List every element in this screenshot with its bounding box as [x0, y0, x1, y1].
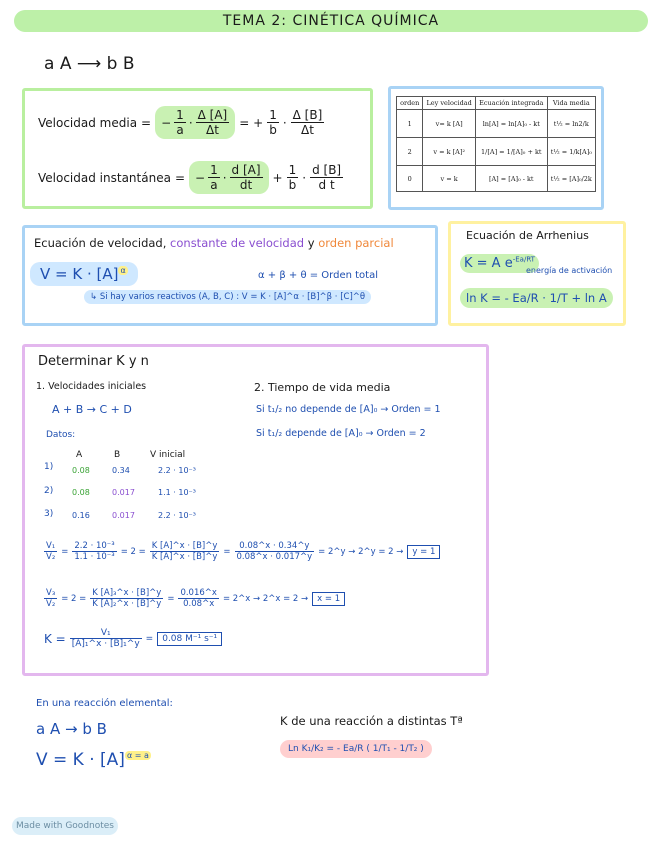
datos-header-v: V inicial [150, 450, 186, 460]
datos-label: Datos: [46, 430, 76, 440]
table-cell: [A] = [A]₀ - kt [475, 166, 547, 192]
varios-reactivos: ↳ Si hay varios reactivos (A, B, C) : V = K · [A]^α · [B]^β · [C]^θ [84, 292, 371, 302]
table-cell: v= k [A] [423, 110, 476, 138]
table-row [397, 110, 596, 138]
elemental-formula: V = K · [A] $^{\alpha = a}$ [36, 750, 149, 770]
table-cell: v = k [A]² [423, 138, 476, 166]
arrhenius-ln: ln K = - Ea/R · 1/T + ln A [460, 291, 613, 305]
datos-row-n: 2) [44, 486, 54, 496]
ecuacion-title [34, 236, 394, 250]
goodnotes-badge: Made with Goodnotes [12, 817, 118, 835]
table-header-row [397, 97, 596, 110]
temp-formula: Ln K₁/K₂ = - Ea/R ( 1/T₁ - 1/T₂ ) [280, 744, 432, 754]
ecuacion-title-d: orden parcial [318, 236, 394, 250]
table-cell: ln[A] = ln[A]₀ - kt [475, 110, 547, 138]
arrhenius-k: K = A $e^{-Ea/RT}$ [460, 256, 539, 271]
datos-row-n: 1) [44, 462, 54, 472]
reaccion-abcd: A + B → C + D [52, 403, 132, 416]
equation-2: $\frac{\text{V₃}}{\text{V₂}}$ = 2 = $\frac{\text{K [A]₃\textasciicircum{}x · [B]\textasciicircum{}y}}{\text{K [A]₂\textasciicircum{}x · [B]\textasciicircum{}y}}$ = $\frac{0.016\^{}x}{0.08\^{}x}$ = 2^x → 2^x = 2 → x = 1 [44, 588, 345, 609]
reaction-header: a A ⟶ b B [44, 54, 135, 74]
datos-row-b: 0.34 [112, 466, 130, 475]
temp-title: K de una reacción a distintas Tª [280, 714, 463, 728]
table-row [397, 138, 596, 166]
datos-row-v: 2.2 · 10⁻³ [158, 466, 196, 475]
ecuacion-title-a: Ecuación de velocidad, [34, 236, 167, 250]
ecuacion-title-b: constante de velocidad [170, 236, 305, 250]
sec1-title: 1. Velocidades iniciales [36, 381, 147, 392]
orden-total: α + β + θ = Orden total [258, 270, 378, 281]
elemental-reaction: a A → b B [36, 720, 107, 738]
table-header: Vida media [547, 97, 595, 110]
table-row [397, 166, 596, 192]
table-header: orden [397, 97, 423, 110]
vida-media-2: Si t₁/₂ depende de [A]₀ → Orden = 2 [256, 428, 426, 439]
datos-row-v: 1.1 · 10⁻³ [158, 488, 196, 497]
table-cell: 0 [397, 166, 423, 192]
velocidad-instantanea-row: Velocidad instantánea = − $\frac{1}{a}$ · $\frac{d [A]}{dt}$ + $\frac{1}{b}$ · $\frac{d [B]}{\text{d t}}$ [38, 163, 342, 192]
y-result: y = 1 [407, 545, 440, 559]
datos-row-v: 2.2 · 10⁻³ [158, 511, 196, 520]
datos-row-n: 3) [44, 509, 54, 519]
table-cell: t½ = [A]₀/2k [547, 166, 595, 192]
page-title: TEMA 2: CINÉTICA QUÍMICA [14, 10, 648, 32]
velocidad-instantanea-label: Velocidad instantánea [38, 170, 171, 185]
table-header: Ley velocidad [423, 97, 476, 110]
inst-a-term: − $\frac{1}{a}$ · $\frac{d [A]}{dt}$ [189, 161, 269, 194]
datos-row-b: 0.017 [112, 511, 135, 520]
velocidad-media-label: Velocidad media [38, 115, 138, 130]
datos-row-a: 0.16 [72, 511, 90, 520]
datos-header-a: A [76, 450, 83, 460]
orders-table-wrapper [396, 96, 596, 192]
datos-row-a: 0.08 [72, 488, 90, 497]
table-cell: t½ = 1/k[A]₀ [547, 138, 595, 166]
vida-media-1: Si t₁/₂ no depende de [A]₀ → Orden = 1 [256, 404, 441, 415]
ecuacion-formula: V = K · [A] $^\alpha$ [30, 262, 138, 286]
table-cell: v = k [423, 166, 476, 192]
table-cell: 1/[A] = 1/[A]₀ + kt [475, 138, 547, 166]
datos-header-b: B [114, 450, 121, 460]
orders-table [396, 96, 596, 192]
sec2-title: 2. Tiempo de vida media [254, 381, 391, 394]
k-result: 0.08 M⁻¹ s⁻¹ [157, 632, 222, 646]
datos-row-b: 0.017 [112, 488, 135, 497]
energia-activacion-note: energía de activación [526, 266, 613, 275]
arrhenius-title: Ecuación de Arrhenius [466, 229, 589, 242]
ecuacion-title-c: y [307, 236, 315, 250]
table-cell: t½ = ln2/k [547, 110, 595, 138]
datos-row-a: 0.08 [72, 466, 90, 475]
equation-1: $\frac{\text{V₁}}{\text{V₂}}$ = $\frac{\text{2.2 · 10⁻³}}{\text{1.1 · 10⁻³}}$ = 2 = $\frac{K [A]\^{}x \cdot [B]\^{}y}{K [A]\^{}x \cdot [B]\^{}y}$ = $\frac{0.08\^{}x \cdot 0.34\^{}y}{0.08\^{}x \cdot 0.017\^{}y}$ = 2^y → 2^y = 2 → y = 1 [44, 541, 440, 562]
table-cell: 2 [397, 138, 423, 166]
velocidad-media-row: Velocidad media = − $\frac{1}{a}$ · $\frac{\Delta [A]}{\Delta t}$ = + $\frac{1}{b}$ · $\frac{\Delta [B]}{\Delta t}$ [38, 108, 323, 137]
x-result: x = 1 [312, 592, 345, 606]
table-cell: 1 [397, 110, 423, 138]
elemental-title: En una reacción elemental: [36, 698, 173, 709]
k-equation: K = $\frac{\text{V₁}}{\text{[A]₁\textasciicircum{}x · [B]₁\textasciicircum{}y}}$ = 0.08 M⁻¹ s⁻¹ [44, 628, 222, 649]
media-a-term: − $\frac{1}{a}$ · $\frac{\Delta [A]}{\Delta t}$ [155, 106, 235, 139]
table-header: Ecuación integrada [475, 97, 547, 110]
determinar-title: Determinar K y n [38, 354, 149, 369]
